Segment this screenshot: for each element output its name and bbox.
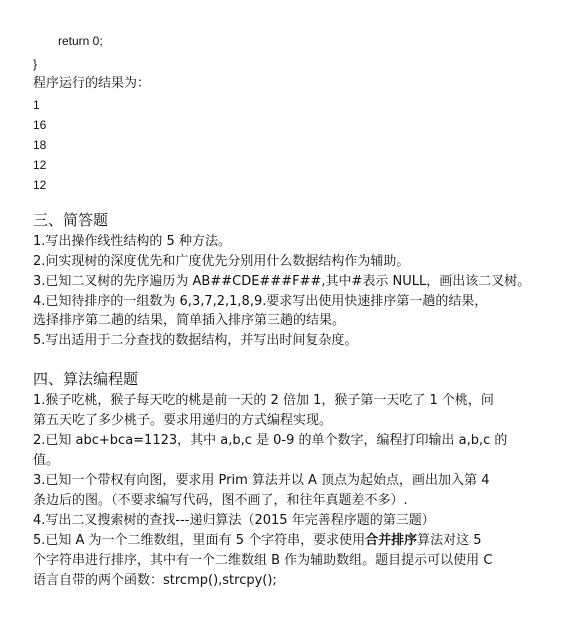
output-label: 程序运行的结果为： <box>33 76 151 91</box>
code-closing-brace: } <box>33 57 38 71</box>
section3-item: 2.问实现树的深度优先和广度优先分别用什么数据结构作为辅助。 <box>33 254 410 269</box>
section4-q3-line1: 3.已知一个带权有向图，要求用 Prim 算法并以 A 顶点为起始点，画出加入第 4 <box>33 473 490 488</box>
section3-item: 5.写出适用于二分查找的数据结构，并写出时间复杂度。 <box>33 333 358 348</box>
section4-q5-line2: 个字符串进行排序，其中有一个二维数组 B 作为辅助数组。题目提示可以使用 C <box>33 553 493 568</box>
section4-q1-line2: 第五天吃了多少桃子。要求用递归的方式编程实现。 <box>33 413 333 428</box>
output-value: 12 <box>33 158 47 172</box>
section4-q2-line1: 2.已知 abc+bca=1123，其中 a,b,c 是 0-9 的单个数字，编程打印输出 a,b,c 的 <box>33 433 508 448</box>
section4-q5-post: 算法对这 5 <box>417 533 482 548</box>
section4-q5-bold: 合并排序 <box>365 533 418 548</box>
output-value: 1 <box>33 98 40 112</box>
code-return-line: return 0; <box>58 34 103 48</box>
output-value: 16 <box>33 118 47 132</box>
section4-title: 四、算法编程题 <box>33 370 139 388</box>
section4-q1-line1: 1.猴子吃桃，猴子每天吃的桃是前一天的 2 倍加 1，猴子第一天吃了 1 个桃，问 <box>33 393 494 408</box>
section3-item: 4.已知待排序的一组数为 6,3,7,2,1,8,9.要求写出使用快速排序第一趟的结果， <box>33 294 488 309</box>
section4-q4-line1: 4.写出二叉搜索树的查找---递归算法（2015 年完善程序题的第三题） <box>33 513 435 528</box>
section3-item: 3.已知二叉树的先序遍历为 AB##CDE###F##,其中#表示 NULL，画出该二叉树。 <box>33 274 531 289</box>
section4-q5-line3: 语言自带的两个函数：strcmp(),strcpy(); <box>33 573 277 588</box>
section3-title: 三、简答题 <box>33 211 109 229</box>
output-value: 12 <box>33 178 47 192</box>
section3-item: 1.写出操作线性结构的 5 种方法。 <box>33 234 231 249</box>
section4-q5-line1 <box>33 532 574 550</box>
section4-q3-line2: 条边后的图。（不要求编写代码，图不画了，和往年真题差不多）. <box>33 493 408 508</box>
section4-q5-pre: 5.已知 A 为一个二维数组，里面有 5 个字符串，要求使用 <box>33 533 366 548</box>
section4-q2-line2: 值。 <box>33 453 60 468</box>
section3-item: 选择排序第二趟的结果，简单插入排序第三趟的结果。 <box>33 313 346 328</box>
output-value: 18 <box>33 138 47 152</box>
